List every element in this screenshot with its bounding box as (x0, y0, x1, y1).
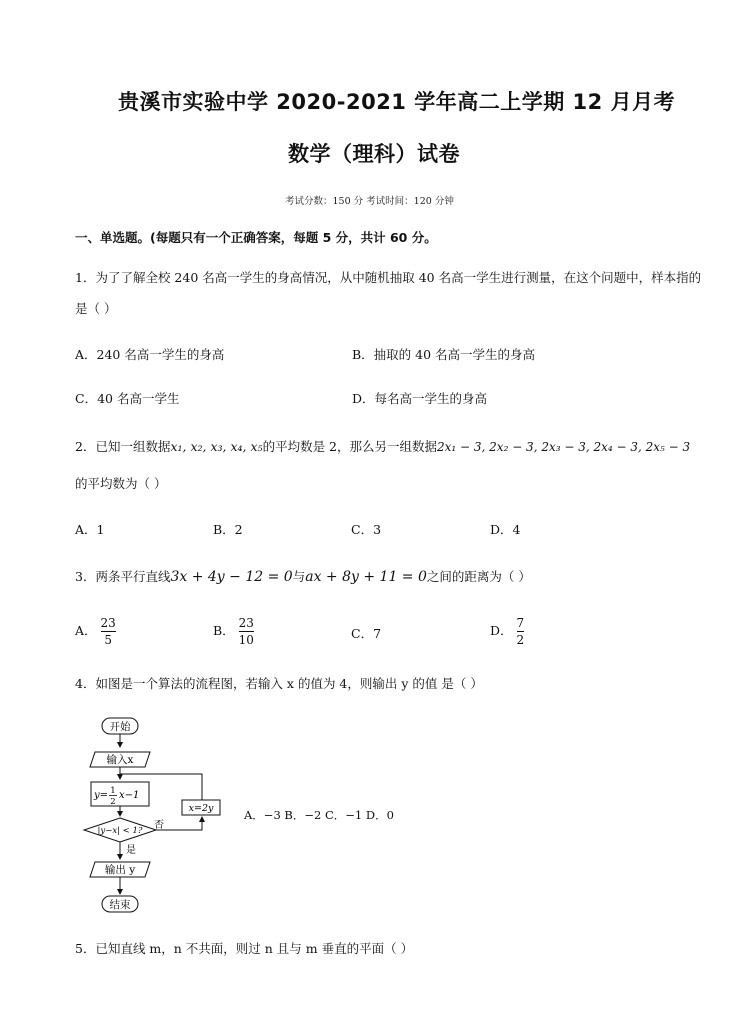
flow-decision-label: |y−x| < 1? (97, 826, 143, 836)
q4-flowchart (78, 712, 238, 918)
q3-option-a-denominator: 5 (104, 633, 112, 647)
page-title-line2: 数学（理科）试卷 (288, 142, 460, 166)
q3-option-c: C．7 (351, 626, 382, 641)
q1-stem-line2: 是（ ） (75, 301, 117, 316)
q2-option-b: B．2 (213, 522, 243, 537)
q2-option-c: C．3 (351, 522, 382, 537)
q3-option-b-fraction (239, 616, 254, 647)
flow-process-suffix: x−1 (119, 790, 140, 801)
flow-input-label: 输入x (106, 754, 134, 766)
q2-stem-line2: 的平均数为（ ） (75, 476, 167, 491)
flow-no-label: 否 (154, 820, 164, 831)
q1-option-a: A．240 名高一学生的身高 (75, 347, 225, 362)
q3-option-b-numerator: 23 (238, 616, 254, 630)
q3-option-b-denominator: 10 (238, 633, 254, 647)
q3-option-b (213, 616, 254, 647)
q3-option-d-label: D． (490, 623, 513, 638)
q2-data-set: x₁, x₂, x₃, x₄, x₅ (170, 439, 263, 454)
q3-stem-prefix: 3．两条平行直线 (75, 569, 171, 584)
q3-stem (75, 567, 531, 585)
q3-option-b-label: B． (213, 623, 235, 638)
q3-option-a-fraction (101, 616, 116, 647)
q3-option-d-numerator: 7 (516, 616, 525, 630)
flow-yes-label: 是 (126, 845, 136, 856)
q3-option-a-label: A． (75, 623, 97, 638)
section-heading: 一、单选题。(每题只有一个正确答案，每题 5 分，共计 60 分。 (75, 230, 437, 245)
q1-option-b: B．抽取的 40 名高一学生的身高 (352, 347, 536, 362)
q3-option-d-denominator: 2 (516, 633, 525, 647)
flow-end-label: 结束 (109, 899, 131, 911)
q2-stem-middle: 的平均数是 2，那么另一组数据 (262, 439, 437, 454)
q3-line2: ax + 8y + 11 = 0 (305, 569, 427, 585)
q2-option-d: D．4 (490, 522, 521, 537)
q1-option-d: D．每名高一学生的身高 (352, 391, 488, 406)
flow-process-numerator: 1 (110, 786, 116, 796)
exam-info: 考试分数：150 分 考试时间：120 分钟 (285, 196, 454, 207)
q3-line1: 3x + 4y − 12 = 0 (170, 569, 293, 585)
flow-output-label: 输出 y (104, 864, 136, 876)
q3-option-d (490, 616, 524, 647)
q3-option-a (75, 616, 116, 647)
flow-process-prefix: y= (94, 790, 109, 801)
q1-stem-line1: 1．为了了解全校 240 名高一学生的身高情况，从中随机抽取 40 名高一学生进行测量，在这个问题中，样本指的 (75, 270, 702, 285)
flow-update-label: x=2y (188, 803, 214, 814)
q3-option-d-fraction (517, 616, 525, 647)
q5-stem: 5．已知直线 m，n 不共面，则过 n 且与 m 垂直的平面（ ） (75, 941, 414, 956)
flow-start-label: 开始 (109, 721, 131, 733)
q2-stem-prefix: 2．已知一组数据 (75, 439, 171, 454)
q3-stem-mid: 与 (292, 569, 306, 584)
q2-data-set2: 2x₁ − 3, 2x₂ − 3, 2x₃ − 3, 2x₄ − 3, 2x₅ − 3 (437, 440, 691, 454)
q2-option-a: A．1 (75, 522, 105, 537)
page-title-line1: 贵溪市实验中学 2020-2021 学年高二上学期 12 月月考 (118, 90, 676, 114)
q4-stem: 4．如图是一个算法的流程图，若输入 x 的值为 4，则输出 y 的值 是（ ） (75, 676, 483, 691)
q1-option-c: C．40 名高一学生 (75, 391, 180, 406)
q3-stem-suffix: 之间的距离为（ ） (426, 569, 531, 584)
q4-options: A．−3 B．−2 C．−1 D．0 (244, 808, 394, 822)
q3-option-a-numerator: 23 (100, 616, 116, 630)
flow-process-denominator: 2 (110, 797, 116, 807)
q2-stem-line1 (75, 437, 690, 455)
